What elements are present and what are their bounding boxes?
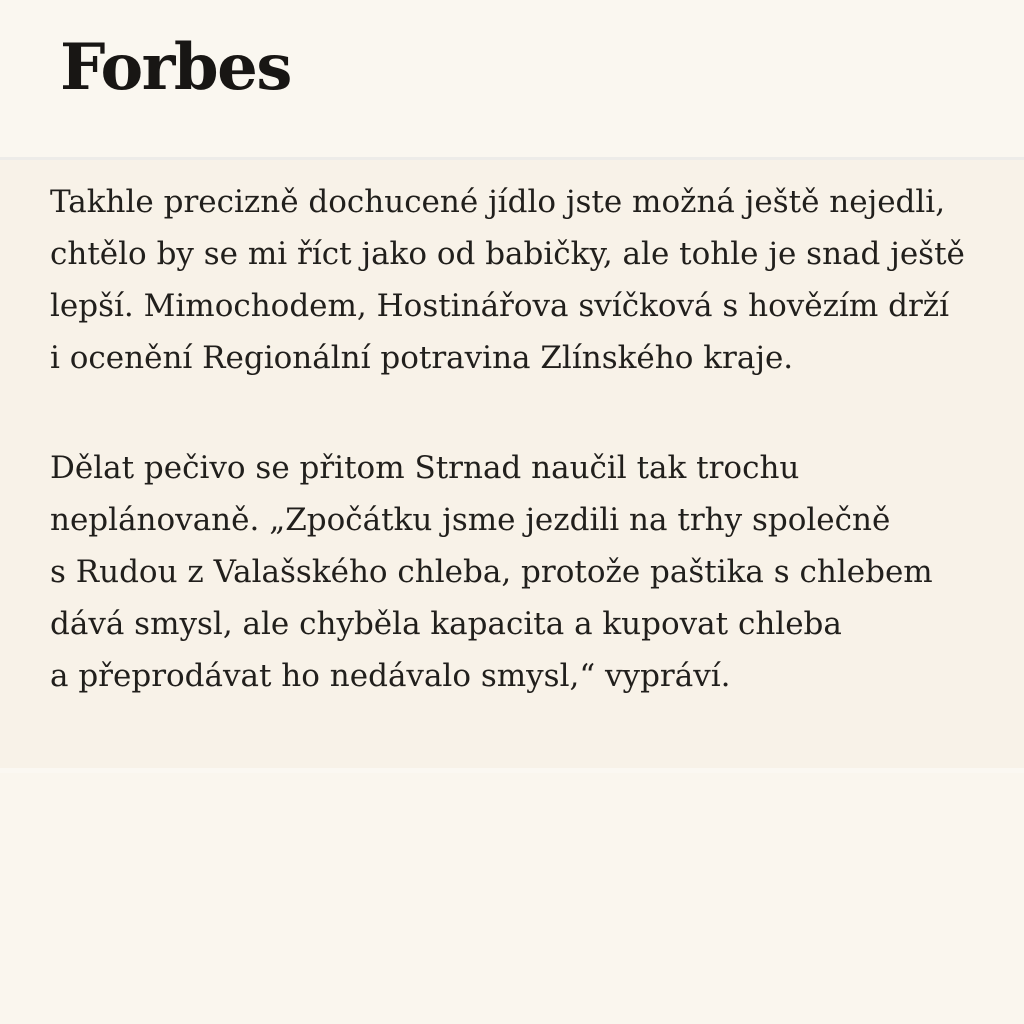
text-line: s Rudou z Valašského chleba, protože paštika s chlebem (50, 554, 933, 590)
text-line: dává smysl, ale chyběla kapacita a kupovat chleba (50, 606, 842, 642)
forbes-logo[interactable]: Forbes (60, 30, 291, 105)
article-paragraph (50, 442, 974, 702)
text-line: i ocenění Regionální potravina Zlínského kraje. (50, 340, 794, 376)
text-line: lepší. Mimochodem, Hostinářova svíčková s hovězím drží (50, 288, 950, 324)
footer-band (0, 768, 1024, 1024)
text-line: a přeprodávat ho nedávalo smysl,“ vypráví. (50, 658, 731, 694)
text-line: Dělat pečivo se přitom Strnad naučil tak trochu (50, 450, 800, 486)
article-body (0, 160, 1024, 768)
text-line: neplánovaně. „Zpočátku jsme jezdili na trhy společně (50, 502, 891, 538)
site-header (0, 0, 1024, 160)
article-paragraph (50, 176, 974, 384)
text-line: chtělo by se mi říct jako od babičky, ale tohle je snad ještě (50, 236, 965, 272)
text-line: Takhle precizně dochucené jídlo jste možná ještě nejedli, (50, 184, 946, 220)
